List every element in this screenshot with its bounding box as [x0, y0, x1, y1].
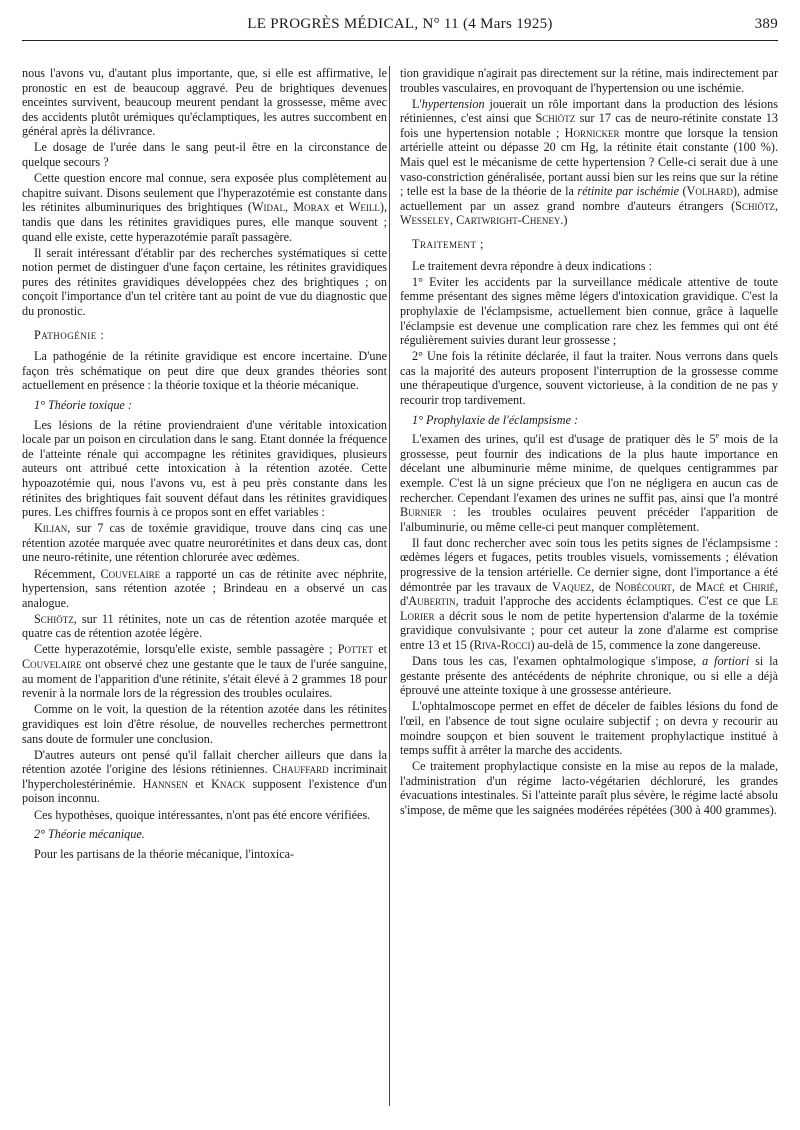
author-name: Pottet [337, 642, 374, 657]
author-name: Schiötz [535, 111, 576, 126]
author-name: Macé [695, 579, 725, 594]
author-name: Chirié [742, 579, 775, 594]
author-name: Morax [293, 200, 330, 215]
left-column [22, 66, 387, 863]
right-column [400, 66, 778, 819]
author-name: Burnier [400, 505, 442, 520]
paragraph: Le dosage de l'urée dans le sang peut-il être en la circonstance de quelque secours ? [22, 140, 387, 170]
paragraph: nous l'avons vu, d'autant plus importante, que, si elle est affirmative, le pronostic en est de beaucoup aggravé. Peu de brightiques devenues enceintes survivent, beaucoup meurent pendant la grossesse, même avec des accidents plutôt urémiques qu'éclamptiques, les autres succombent en général après la délivrance. [22, 66, 387, 139]
paragraph: Les lésions de la rétine proviendraient d'une véritable intoxication locale par un poison en circulation dans le sang. Etant donnée la fréquence de l'atteinte rénale qui accompagne les rétinites gravidiques, plusieurs auteurs ont attribué cette intoxication à la rétention azotée. Cette hypoazotémie qui, nous l'avons vu, est à peu près constante dans les rétinites des brightiques fait souvent défaut dans les rétinites gravidiques pures. Les chiffres fournis à ce propos sont en effet variables : [22, 417, 387, 520]
paragraph: D'autres auteurs ont pensé qu'il fallait chercher ailleurs que dans la rétention azotée l'origine des lésions rétiniennes. Chauffard incriminait l'hypercholestérinémie. Hannsen et Knack supposent l'existence d'un poison inconnu. [22, 747, 387, 806]
subheading-theorie-toxique: 1° Théorie toxique : [34, 397, 132, 412]
author-name: Aubertin [408, 594, 456, 609]
paragraph: Dans tous les cas, l'examen ophtalmologique s'impose, a fortiori si la gestante présente des antécédents de néphrite chronique, ou si elle a déjà éprouvé une atteinte toxique à une grossesse antérieure. [400, 654, 778, 698]
author-name: Couvelaire [100, 566, 161, 581]
author-name: Hannsen [142, 776, 188, 791]
paragraph: L'hypertension jouerait un rôle important dans la production des lésions rétiniennes, c'est ainsi que Schiötz sur 17 cas de neuro-rétinite constate 13 fois une hypertension notable ; Hornicker montre que lorsque la tension artérielle atteint ou dépasse 20 cm Hg, la rétinite était constante (100 %). Mais quel est le mécanisme de cette hypertension ? Celle-ci serait due à une vaso-constriction généralisée, portant aussi bien sur les reins que sur la rétine ; telle est la base de la théorie de la rétinite par ischémie (Volhard), admise actuellement par un assez grand nombre d'auteurs étrangers (Schiötz, Wesseley, Cartwright-Cheney.) [400, 96, 778, 228]
section-heading-traitement: Traitement ; [412, 237, 484, 252]
page-number: 389 [754, 16, 778, 32]
author-name: Volhard [686, 184, 733, 199]
paragraph: Ces hypothèses, quoique intéressantes, n'ont pas été encore vérifiées. [34, 807, 371, 822]
author-name: Wesseley [400, 213, 451, 228]
page-header [22, 14, 778, 41]
author-name: Schiötz [735, 198, 775, 213]
column-divider [389, 66, 390, 1106]
paragraph: tion gravidique n'agirait pas directement sur la rétine, mais indirectement par troubles vasculaires, en provoquant de l'hypertension ou une ischémie. [400, 66, 778, 95]
paragraph: 2° Une fois la rétinite déclarée, il faut la traiter. Nous verrons dans quels cas la majorité des auteurs proposent l'interruption de la grossesse comme une thérapeutique d'urgence, souvent victorieuse, à la condition de ne pas y recourir trop tardivement. [400, 349, 778, 407]
author-name: Couvelaire [22, 657, 82, 672]
paragraph: L'ophtalmoscope permet en effet de déceler de faibles lésions du fond de l'œil, en l'absence de tout signe oculaire subjectif ; on devra y recourir au moindre soupçon et bien souvent le traitement prophylactique institué à temps suffit à arrêter la marche des accidents. [400, 699, 778, 758]
author-name: Nobécourt [615, 579, 672, 594]
author-name: Weill [348, 200, 380, 215]
paragraph: Le traitement devra répondre à deux indications : [412, 258, 652, 273]
paragraph: Cette hyperazotémie, lorsqu'elle existe, semble passagère ; Pottet et Couvelaire ont observé chez une gestante que le taux de l'urée sanguine, au moment de l'apparition d'une rétinite, s'était élevé à 2 grammes 18 pour revenir à la normale lors de la régression des troubles oculaires. [22, 642, 388, 701]
paragraph: 1° Eviter les accidents par la surveillance médicale attentive de toute femme présentant des signes même légers d'intoxication gravidique. C'est la prophylaxie de l'éclampsisme, actuellement bien connue, grâce à laquelle l'éclampsie est devenue une complication rare chez les femmes qui ont été régulièrement suivies durant leur grossesse ; [400, 274, 778, 348]
author-name: Knack [211, 776, 246, 791]
author-name: Cartwright-Cheney [456, 213, 561, 228]
paragraph: Comme on le voit, la question de la rétention azotée dans les rétinites gravidiques est loin d'être résolue, de nouvelles recherches permettront sans doute de formuler une conclusion. [22, 702, 387, 746]
paragraph: Il serait intéressant d'établir par des recherches systématiques si cette notion permet de distinguer d'une façon certaine, les rétinites gravidiques pures des rétinites gravidiques développées chez des brightiques ; on conçoit l'importance d'un tel critère tant au point de vue du diagnostic que du pronostic. [22, 245, 387, 318]
paragraph: Il faut donc rechercher avec soin tous les petits signes de l'éclampsisme : œdèmes légers et fugaces, petits troubles visuels, vomissements ; élévation progressive de la tension artérielle. Ce dernier signe, dont l'importance a été démontrée par les travaux de Vaquez, de Nobécourt, de Macé et Chirié, d'Aubertin, traduit l'approche des accidents éclamptiques. C'est ce que Le Lorier a décrit sous le nom de petite hypertension d'alarme de la toxémie gravidique convulsivante ; pour cet auteur la zone d'alarme est comprise entre 13 et 15 (Riva-Rocci) au-delà de 15, commence la zone dangereuse. [400, 535, 778, 652]
author-name: Vaquez [551, 579, 592, 594]
paragraph: Cette question encore mal connue, sera exposée plus complètement au chapitre suivant. Disons seulement que l'hyperazotémie est constante dans les rétinites albuminuriques des brightiques (Widal, Morax et Weill), tandis que dans les rétinites gravidiques pures, elle manque souvent ; quand elle existe, cette hyperazotémie paraît passagère. [22, 171, 388, 244]
paragraph: Pour les partisans de la théorie mécanique, l'intoxica- [34, 846, 295, 861]
paragraph: Kilian, sur 7 cas de toxémie gravidique, trouve dans cinq cas une rétention azotée marquée avec quatre neurorétinites et dans deux cas, dont une neuro-rétinite, une rétention chlorurée avec œdèmes. [22, 521, 387, 565]
paragraph: Schiötz, sur 11 rétinites, note un cas de rétention azotée marquée et quatre cas de rétention azotée légère. [22, 611, 387, 641]
author-name: Schiötz [34, 611, 74, 626]
paragraph: Ce traitement prophylactique consiste en la mise au repos de la malade, l'administration d'un régime lacto-végétarien déchloruré, les grandes évacuations intestinales. Si l'atteinte paraît plus sévère, le régime lacté absolu s'impose, de même que les saignées modérées répétées (300 à 400 grammes). [400, 759, 778, 817]
author-name: Riva-Rocci [473, 637, 531, 652]
section-heading-pathogenie: Pathogénie : [34, 327, 105, 342]
author-name: Chauffard [272, 762, 329, 777]
author-name: Le Lorier [400, 594, 778, 623]
subheading-theorie-mecanique: 2° Théorie mécanique. [34, 827, 145, 842]
journal-title: LE PROGRÈS MÉDICAL, N° 11 (4 Mars 1925) [247, 16, 553, 32]
author-name: Kilian [34, 521, 68, 536]
paragraph: La pathogénie de la rétinite gravidique est encore incertaine. D'une façon très schématique on peut dire que deux grandes théories sont actuellement en présence : la théorie toxique et la théorie mécanique. [22, 349, 387, 393]
subheading-prophylaxie: 1° Prophylaxie de l'éclampsisme : [412, 412, 579, 427]
author-name: Widal [251, 200, 285, 215]
paragraph: L'examen des urines, qu'il est d'usage de pratiquer dès le 5e mois de la grossesse, peut fournir des indications de la plus haute importance en décelant une albuminurie même minime, de quelques centigrammes par exemple. C'est là un signe précieux que l'on ne négligera en aucun cas de rechercher. Cependant l'examen des urines ne suffit pas, ainsi que l'a montré Burnier : les troubles oculaires peuvent précéder l'apparition de l'albuminurie, ou même celle-ci peut manquer complètement. [400, 431, 778, 534]
author-name: Hornicker [564, 125, 620, 140]
paragraph: Récemment, Couvelaire a rapporté un cas de rétinite avec néphrite, hypertension, sans rétention azotée ; Brindeau en a observé un cas analogue. [22, 566, 387, 610]
